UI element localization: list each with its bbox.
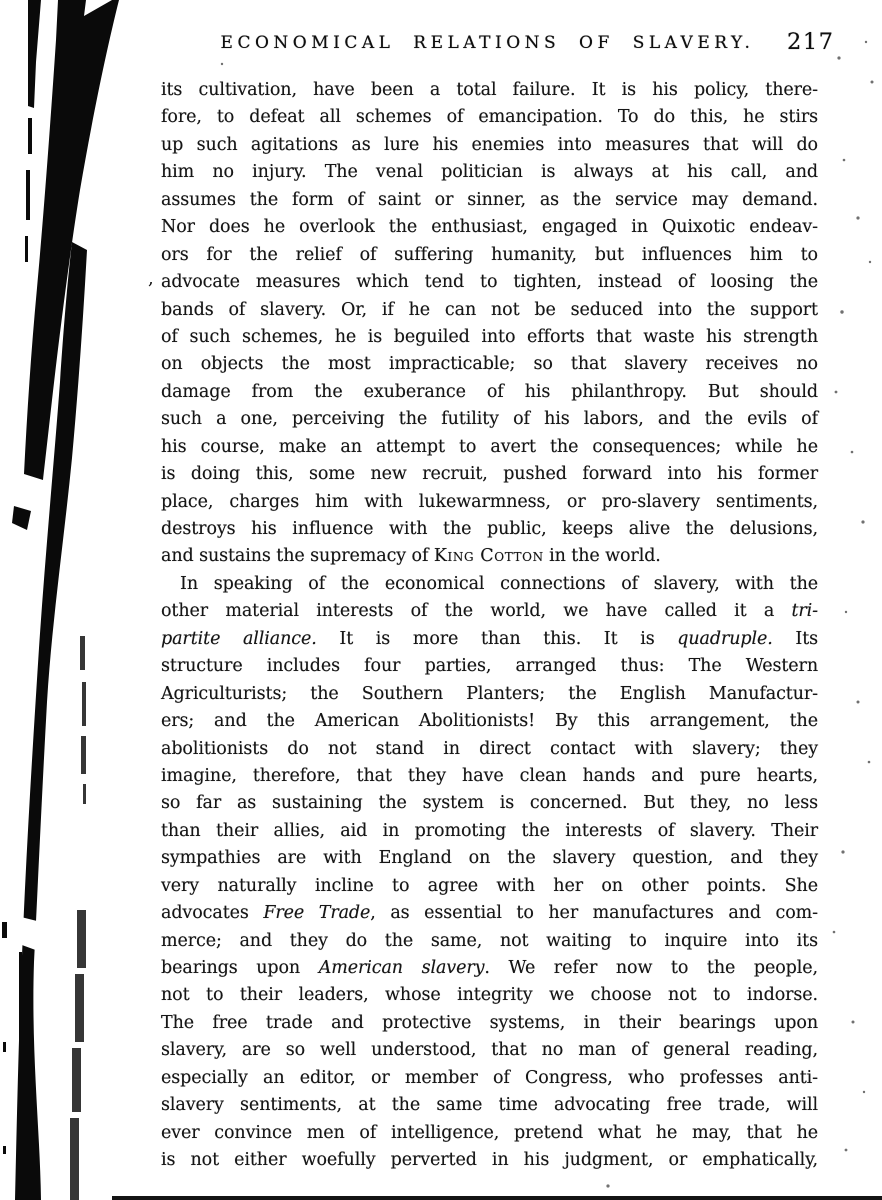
text-run: ors for the relief of suffering humanity, but influences him to [161, 244, 818, 265]
text-run: bands of slavery. Or, if he can not be seduced into the support [161, 299, 818, 320]
paragraph [161, 571, 818, 1175]
text-line [161, 77, 818, 104]
text-run: of such schemes, he is beguiled into efforts that waste his strength [161, 326, 818, 347]
text-line [161, 516, 818, 543]
text-run: advocates [161, 903, 264, 924]
text-line [161, 489, 818, 516]
text-run: slavery, are so well understood, that no man of general reading, [161, 1040, 818, 1061]
text-run: such a one, perceiving the futility of his labors, and the evils of [161, 409, 818, 430]
text-run: advocate measures which tend to tighten, instead of loosing the [161, 272, 818, 293]
text-line [161, 708, 818, 735]
text-line [161, 269, 818, 296]
italic-text: quadruple. [677, 628, 773, 649]
text-run: fore, to defeat all schemes of emancipation. To do this, he stirs [161, 107, 818, 128]
italic-text: partite alliance. [161, 628, 317, 649]
text-run: other material interests of the world, we have called it a [161, 601, 792, 622]
text-run: very naturally incline to agree with her on other points. She [161, 875, 818, 896]
text-line [161, 406, 818, 433]
text-run: especially an editor, or member of Congress, who professes anti- [161, 1067, 818, 1088]
text-run: , as essential to her manufactures and com- [370, 903, 818, 924]
text-run: is doing this, some new recruit, pushed forward into his former [161, 464, 818, 485]
text-line [161, 104, 818, 131]
text-run: on objects the most impracticable; so that slavery receives no [161, 354, 818, 375]
text-line [161, 736, 818, 763]
text-run: Agriculturists; the Southern Planters; the English Manufactur- [161, 683, 818, 704]
text-line [161, 1120, 818, 1147]
text-run: and sustains the supremacy of [161, 546, 434, 567]
text-line [161, 461, 818, 488]
text-run: destroys his influence with the public, keeps alive the delusions, [161, 519, 818, 539]
italic-text: American slavery [318, 958, 485, 978]
text-line [161, 159, 818, 186]
text-line [161, 1010, 818, 1037]
text-line [161, 955, 818, 982]
text-run: slavery sentiments, at the same time advocating free trade, will [161, 1095, 818, 1116]
stray-mark: , [148, 268, 154, 289]
text-run: so far as sustaining the system is concerned. But they, no less [161, 793, 818, 814]
text-run: abolitionists do not stand in direct contact with slavery; they [161, 738, 818, 759]
text-line [161, 214, 818, 241]
page-number: 217 [787, 29, 835, 55]
text-run: structure includes four parties, arranged thus: The Western [161, 656, 818, 677]
text-run: In speaking of the economical connections of slavery, with the [180, 573, 818, 594]
text-run: The free trade and protective systems, in their bearings upon [161, 1012, 818, 1033]
text-line [161, 571, 818, 598]
text-run: It is more than this. It is [316, 628, 678, 649]
text-line [161, 653, 818, 680]
text-line [161, 928, 818, 955]
text-run: place, charges him with lukewarmness, or pro-slavery sentiments, [161, 491, 818, 512]
text-run: assumes the form of saint or sinner, as the service may demand. [161, 189, 818, 210]
text-line [161, 790, 818, 817]
text-run: in the world. [543, 546, 661, 567]
smallcaps-text: King Cotton [433, 546, 544, 567]
text-line [161, 379, 818, 406]
text-line [161, 1065, 818, 1092]
text-run: its cultivation, have been a total failure. It is his policy, there- [161, 80, 818, 100]
text-run: up such agitations as lure his enemies into measures that will do [161, 134, 818, 155]
text-run: sympathies are with England on the slavery question, and they [161, 848, 818, 869]
page-edge-shadow [112, 1196, 882, 1200]
text-line [161, 626, 818, 653]
text-line [161, 242, 818, 269]
text-line [161, 132, 818, 159]
text-run: bearings upon [161, 958, 319, 978]
text-run: him no injury. The venal politician is always at his call, and [161, 162, 818, 183]
text-run: . We refer now to the people, [484, 958, 818, 978]
text-line [161, 434, 818, 461]
italic-text: Free Trade [263, 903, 371, 924]
text-line [161, 598, 818, 625]
text-line [161, 187, 818, 214]
text-run: his course, make an attempt to avert the consequences; while he [161, 436, 818, 457]
text-run: Its [772, 628, 819, 649]
text-run: ers; and the American Abolitionists! By this arrangement, the [161, 711, 818, 732]
text-line [161, 1037, 818, 1064]
text-line [161, 351, 818, 378]
text-run: imagine, therefore, that they have clean hands and pure hearts, [161, 765, 818, 786]
text-line [161, 1147, 818, 1174]
text-line [161, 873, 818, 900]
text-line [161, 681, 818, 708]
text-run: merce; and they do the same, not waiting to inquire into its [161, 930, 818, 951]
text-run: than their allies, aid in promoting the interests of slavery. Their [161, 820, 818, 841]
text-line [161, 1092, 818, 1119]
text-line [161, 324, 818, 351]
running-head: ECONOMICAL RELATIONS OF SLAVERY. [220, 33, 755, 53]
text-run: damage from the exuberance of his philanthropy. But should [161, 381, 818, 402]
text-line [161, 297, 818, 324]
text-line [161, 763, 818, 790]
italic-text: tri- [791, 601, 818, 622]
text-line [161, 900, 818, 927]
body-text [161, 77, 818, 1175]
text-run: Nor does he overlook the enthusiast, engaged in Quixotic endeav- [161, 217, 818, 238]
text-run: is not either woefully perverted in his judgment, or emphatically, [161, 1150, 818, 1171]
paragraph [161, 77, 818, 571]
text-run: ever convince men of intelligence, pretend what he may, that he [161, 1122, 818, 1143]
text-line [161, 982, 818, 1009]
text-run: not to their leaders, whose integrity we choose not to indorse. [161, 985, 818, 1006]
text-line [161, 845, 818, 872]
text-line [161, 818, 818, 845]
text-line [161, 543, 818, 570]
